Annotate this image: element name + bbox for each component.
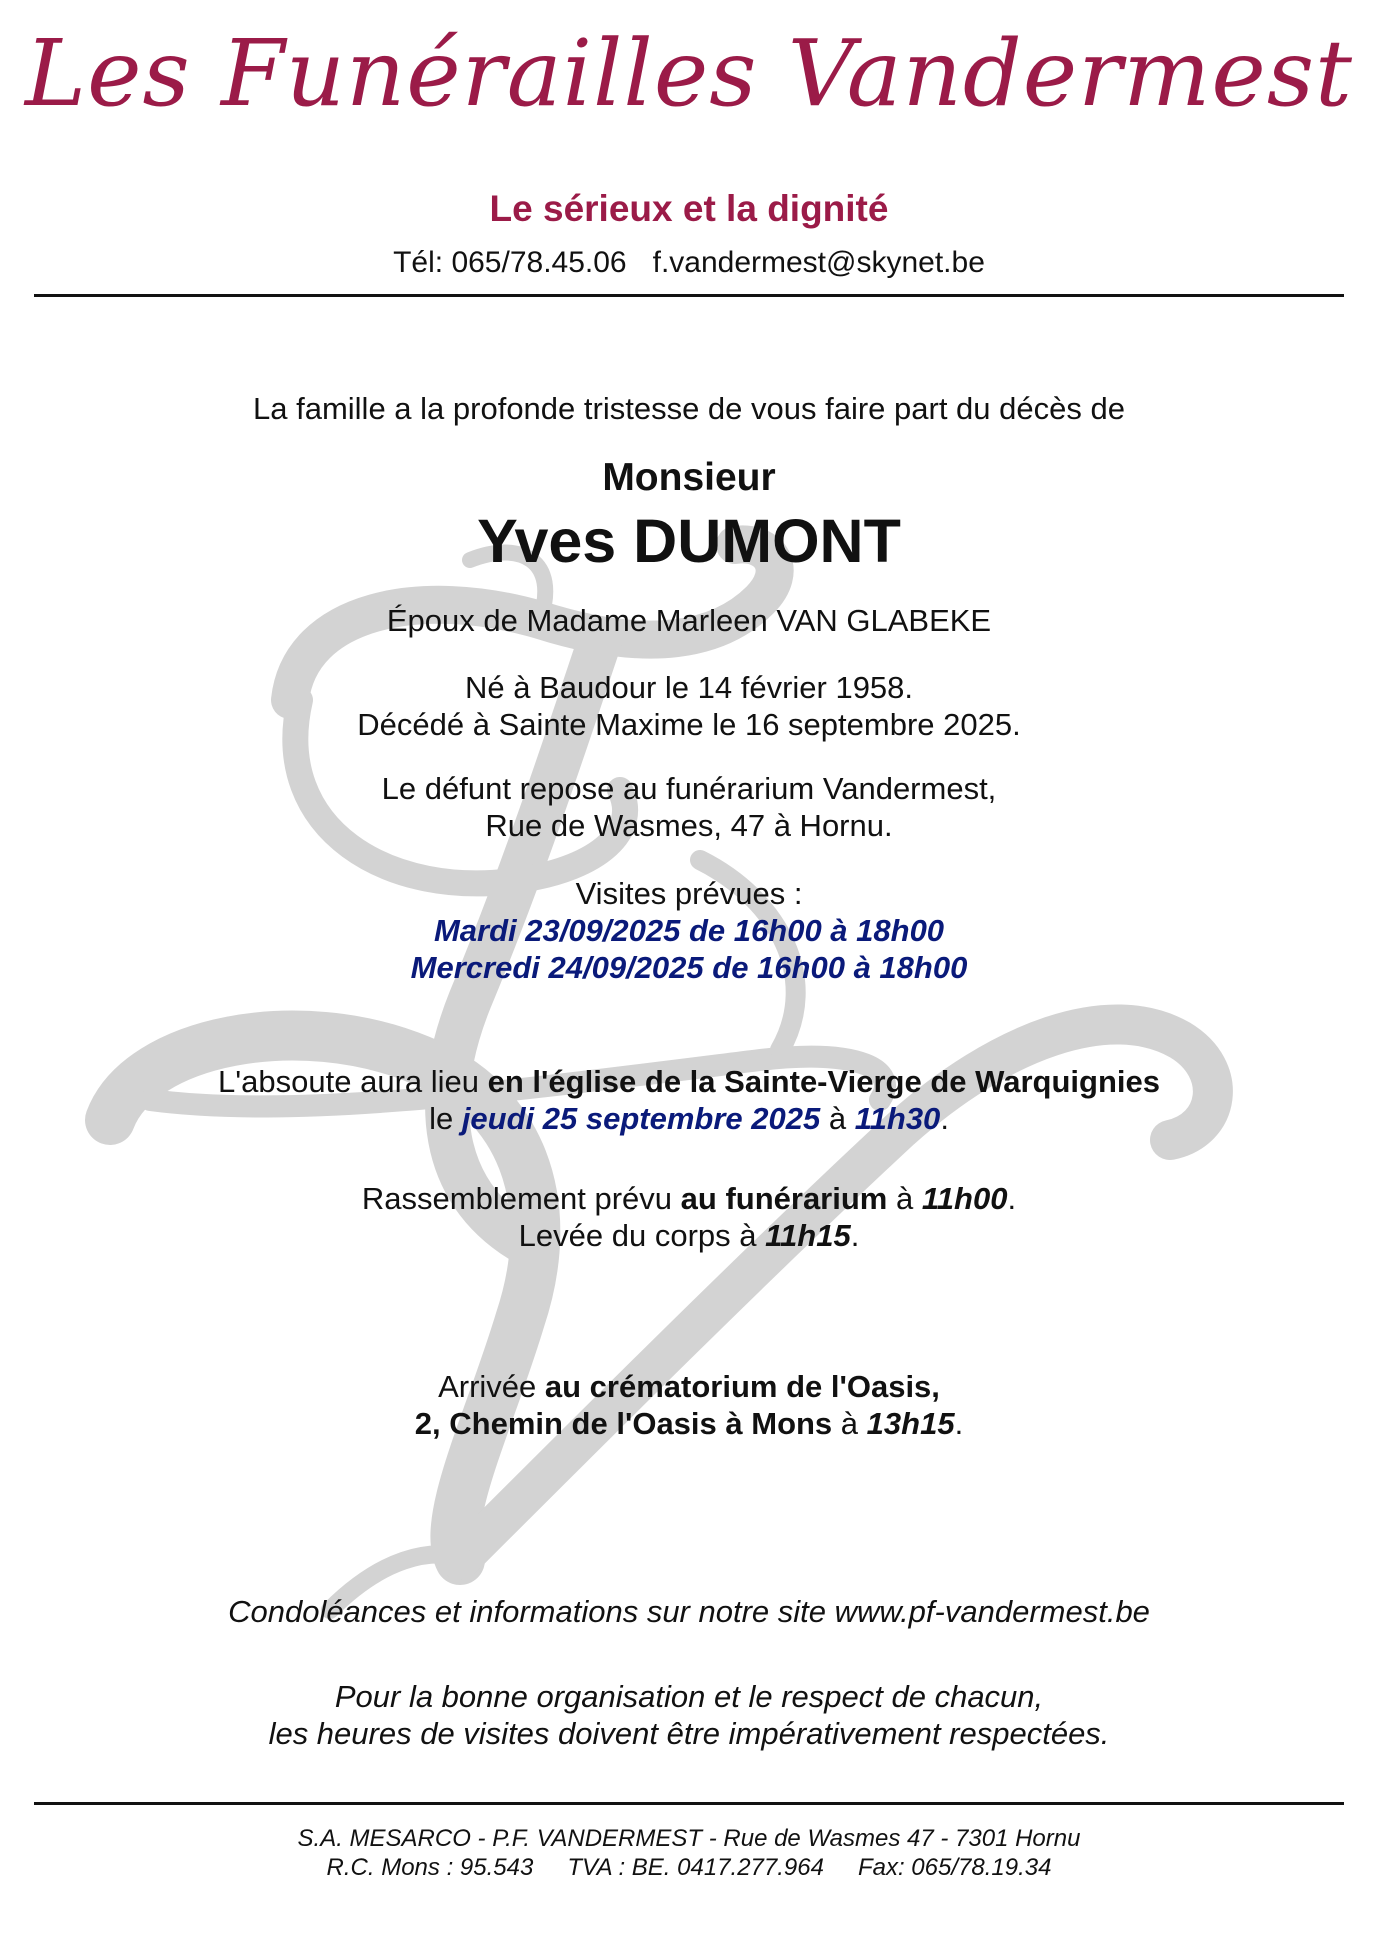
spouse-line: Époux de Madame Marleen VAN GLABEKE bbox=[386, 603, 992, 638]
gathering-end: . bbox=[1007, 1181, 1017, 1216]
arrival-address: 2, Chemin de l'Oasis à Mons bbox=[414, 1406, 833, 1441]
gathering-block bbox=[0, 1180, 1378, 1254]
organization-line-2: les heures de visites doivent être impérativement respectées. bbox=[268, 1716, 1110, 1751]
arrival-line-1 bbox=[0, 1368, 1378, 1405]
visit-slot-2: Mercredi 24/09/2025 de 16h00 à 18h00 bbox=[410, 950, 968, 985]
arrival-prefix: Arrivée bbox=[438, 1369, 545, 1404]
service-end: . bbox=[940, 1101, 949, 1136]
repose-block bbox=[0, 770, 1378, 844]
phone-number: Tél: 065/78.45.06 bbox=[393, 246, 627, 279]
gathering-a: à bbox=[887, 1181, 922, 1216]
condolences-text: Condoléances et informations sur notre site www.pf-vandermest.be bbox=[228, 1594, 1150, 1629]
footer-fax: Fax: 065/78.19.34 bbox=[857, 1854, 1052, 1881]
footer-registration-line bbox=[0, 1853, 1378, 1882]
repose-line-1: Le défunt repose au funérarium Vandermest, bbox=[381, 771, 997, 806]
gathering-prefix: Rassemblement prévu bbox=[361, 1181, 681, 1216]
email-address: f.vandermest@skynet.be bbox=[652, 246, 985, 279]
service-time: 11h30 bbox=[854, 1101, 941, 1136]
honorific: Monsieur bbox=[602, 456, 776, 499]
repose-line-2: Rue de Wasmes, 47 à Hornu. bbox=[485, 808, 893, 843]
arrival-time: 13h15 bbox=[866, 1406, 955, 1441]
levee-prefix: Levée du corps à bbox=[518, 1218, 766, 1253]
organization-line-1: Pour la bonne organisation et le respect de chacun, bbox=[334, 1679, 1044, 1714]
service-line-2 bbox=[0, 1100, 1378, 1137]
tagline: Le sérieux et la dignité bbox=[489, 188, 889, 229]
service-line-1 bbox=[0, 1063, 1378, 1100]
arrival-a: à bbox=[832, 1406, 867, 1441]
gathering-time: 11h00 bbox=[921, 1181, 1008, 1216]
gathering-line bbox=[0, 1180, 1378, 1217]
footer bbox=[0, 1824, 1378, 1882]
visits-block bbox=[0, 875, 1378, 986]
footer-company-line: S.A. MESARCO - P.F. VANDERMEST - Rue de Wasmes 47 - 7301 Hornu bbox=[297, 1825, 1081, 1852]
arrival-block bbox=[0, 1368, 1378, 1442]
levee-line bbox=[0, 1217, 1378, 1254]
service-le: le bbox=[429, 1101, 462, 1136]
death-line: Décédé à Sainte Maxime le 16 septembre 2025. bbox=[357, 707, 1021, 742]
visit-slot-1: Mardi 23/09/2025 de 16h00 à 18h00 bbox=[433, 913, 945, 948]
visits-label: Visites prévues : bbox=[575, 876, 803, 911]
footer-rc: R.C. Mons : 95.543 bbox=[326, 1854, 534, 1881]
service-date: jeudi 25 septembre 2025 bbox=[461, 1101, 821, 1136]
service-block bbox=[0, 1063, 1378, 1137]
deceased-name: Yves DUMONT bbox=[477, 507, 901, 575]
service-a: à bbox=[820, 1101, 855, 1136]
brand-title: Les Funérailles Vandermest bbox=[24, 20, 1354, 127]
organization-note bbox=[0, 1678, 1378, 1752]
service-place: en l'église de la Sainte-Vierge de Warquignies bbox=[487, 1064, 1160, 1099]
arrival-place: au crématorium de l'Oasis, bbox=[544, 1369, 940, 1404]
header-divider bbox=[34, 294, 1344, 297]
gathering-place: au funérarium bbox=[680, 1181, 888, 1216]
footer-divider bbox=[34, 1802, 1344, 1805]
birth-line: Né à Baudour le 14 février 1958. bbox=[464, 670, 914, 705]
arrival-line-2 bbox=[0, 1405, 1378, 1442]
arrival-end: . bbox=[954, 1406, 964, 1441]
levee-time: 11h15 bbox=[765, 1218, 851, 1253]
intro-text: La famille a la profonde tristesse de vous faire part du décès de bbox=[253, 391, 1125, 426]
service-prefix: L'absoute aura lieu bbox=[218, 1064, 488, 1099]
birth-death-block bbox=[0, 669, 1378, 743]
footer-tva: TVA : BE. 0417.277.964 bbox=[567, 1854, 824, 1881]
contact-line bbox=[0, 246, 1378, 280]
levee-end: . bbox=[850, 1218, 860, 1253]
